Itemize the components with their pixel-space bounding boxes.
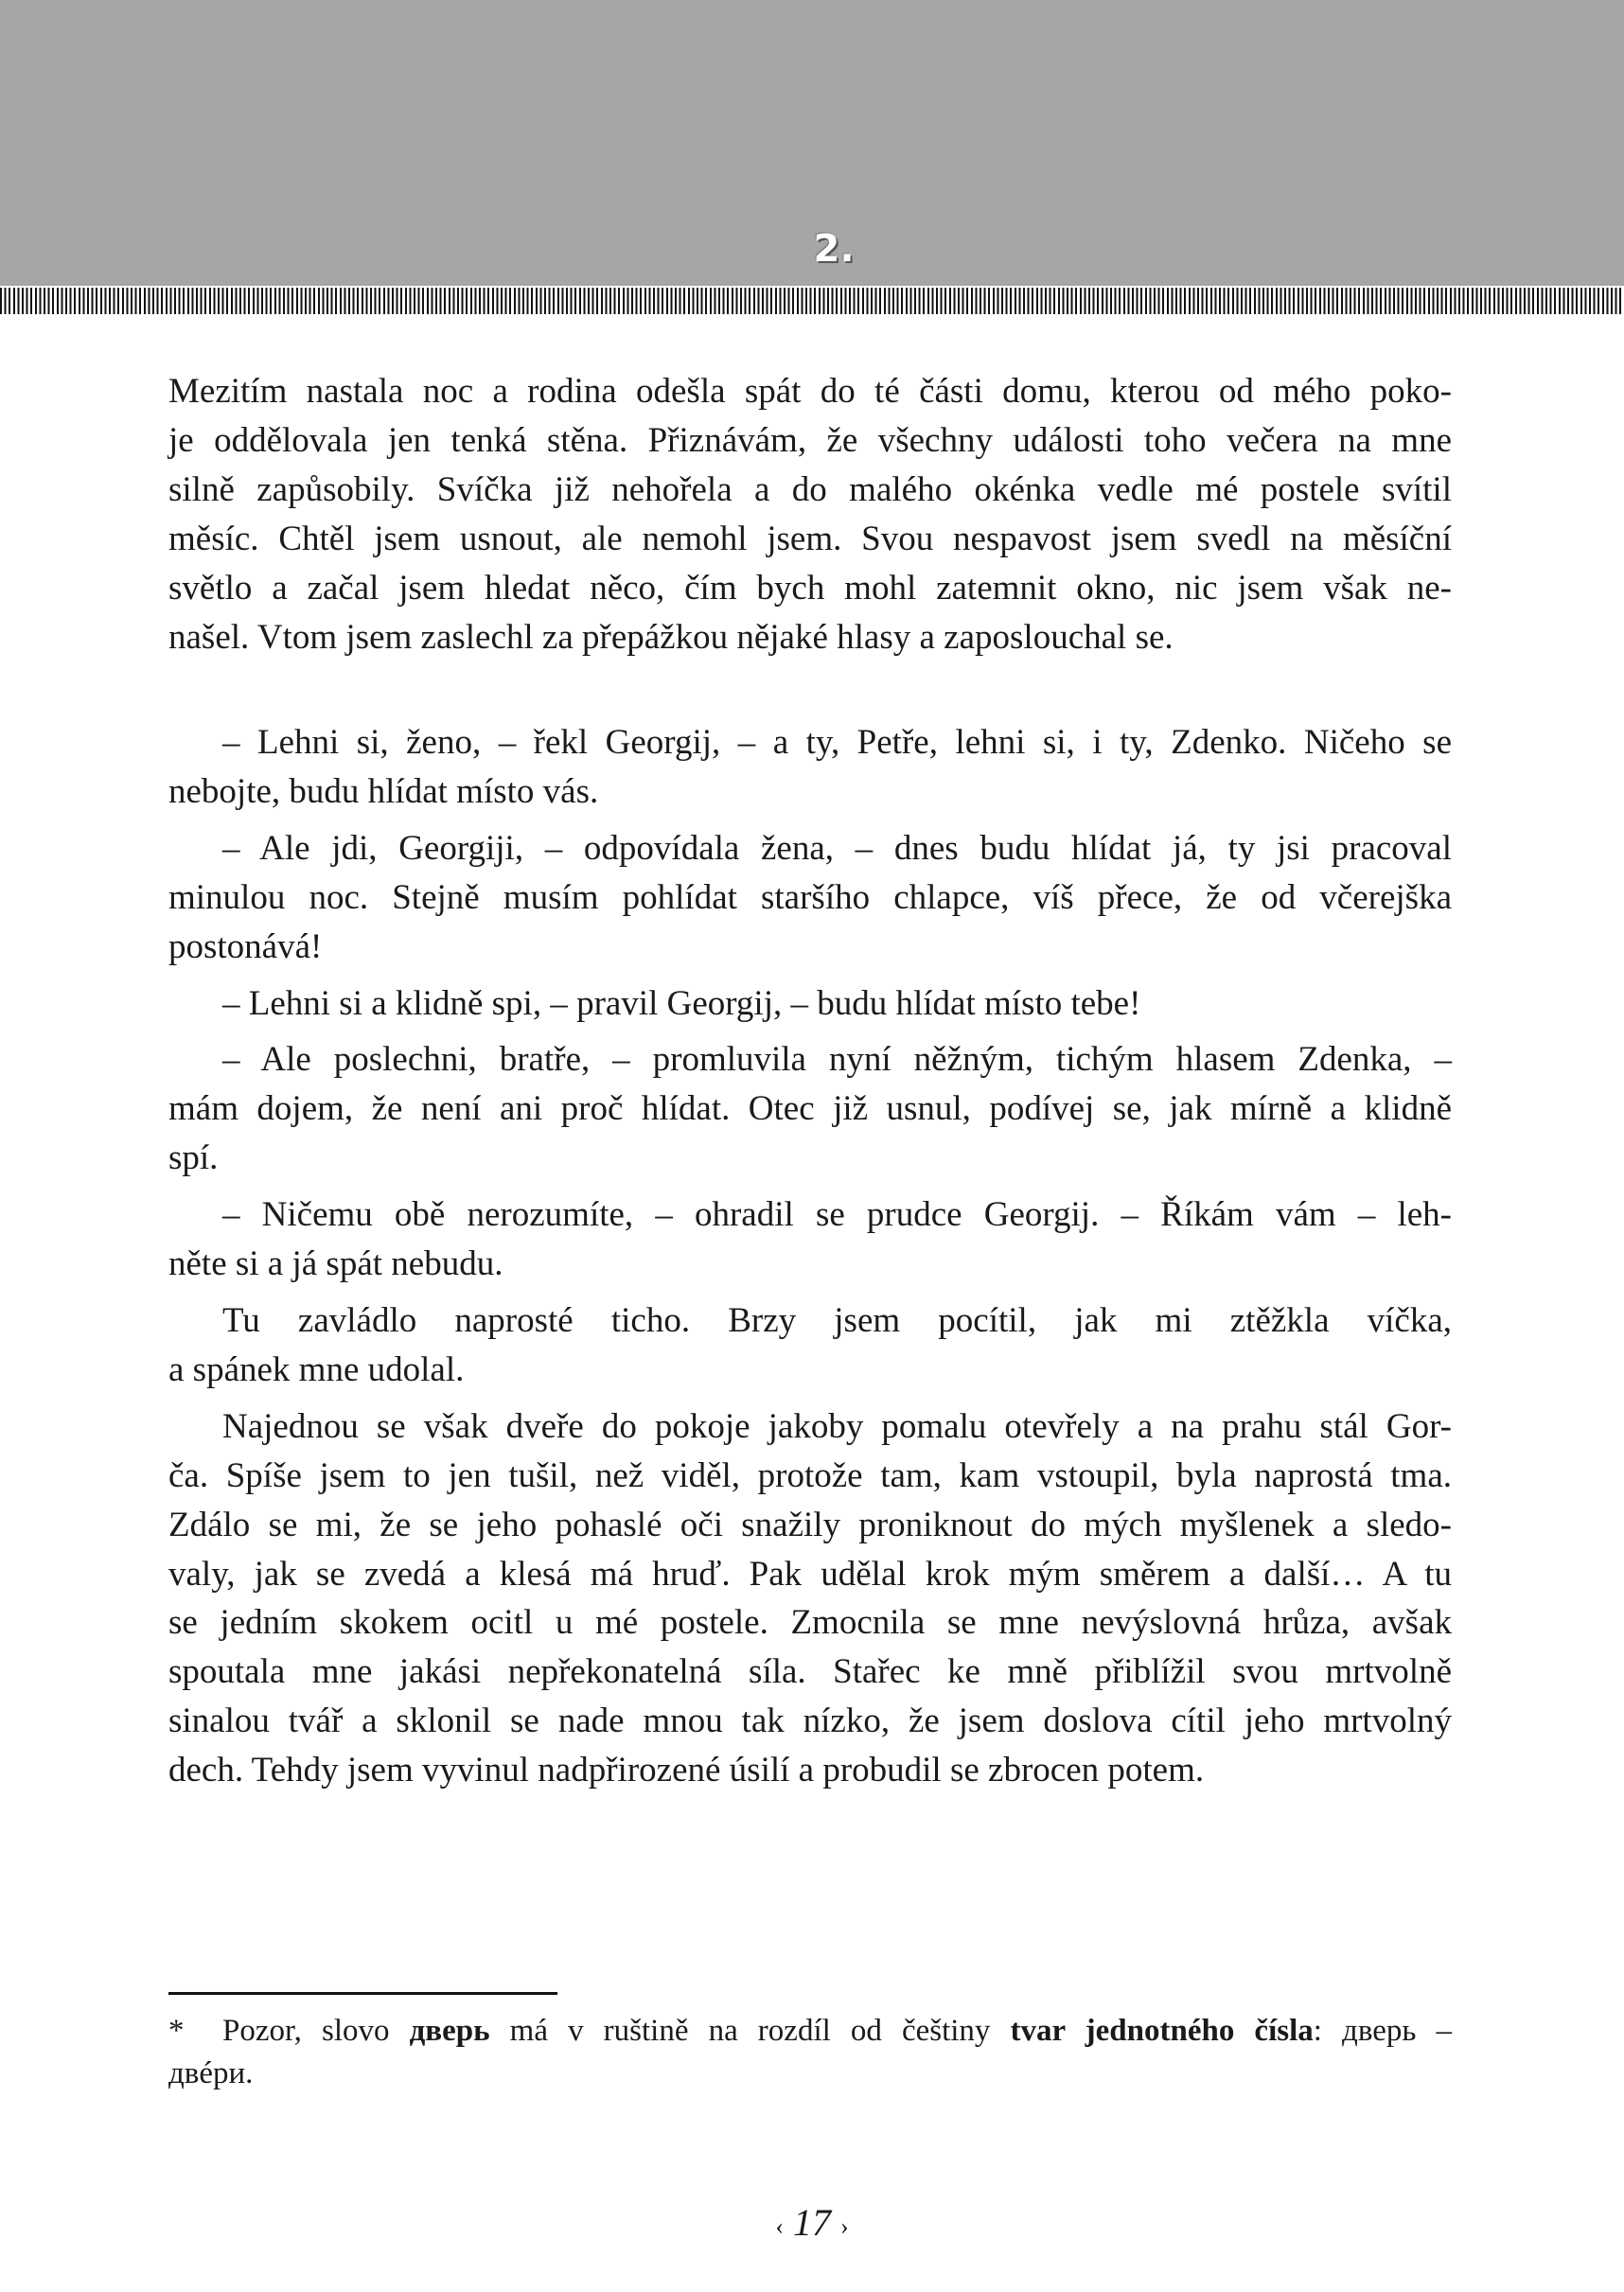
text-line: – Ničemu obě nerozumíte, – ohradil se prudce Georgij. – Říkám vám – leh- (222, 1195, 1452, 1235)
text-line: Tu zavládlo naprosté ticho. Brzy jsem pocítil, jak mi ztěžkla víčka, (222, 1300, 1452, 1340)
footnote-text: má v ruštině na rozdíl od češtiny (489, 2014, 1011, 2048)
decorative-tick-border (0, 288, 1624, 314)
text-line: – Ale jdi, Georgiji, – odpovídala žena, – dnes budu hlídat já, ty jsi pracoval (222, 828, 1452, 868)
text-line: – Lehni si, ženo, – řekl Georgij, – a ty, Petře, lehni si, i ty, Zdenko. Ničeho se (222, 723, 1452, 762)
dialogue-section (168, 718, 1452, 1803)
page-number (0, 2200, 1624, 2245)
page-number-value: 17 (793, 2201, 831, 2244)
text-line: – Ale poslechni, bratře, – promluvila nyní něžným, tichým hlasem Zdenka, – (222, 1040, 1452, 1080)
paragraph (168, 1402, 1452, 1795)
text-line: spoutala mne jakási nepřekonatelná síla. Stařec ke mně přiblížil svou mrtvolně (168, 1652, 1452, 1692)
footnote-bold: дверь (409, 2014, 490, 2048)
footnote-marker: * (168, 2014, 185, 2048)
text-line: mám dojem, že není ani proč hlídat. Otec již usnul, podívej se, jak mírně a klidně (168, 1089, 1452, 1129)
footnote-bold: tvar jednotného čísla (1010, 2014, 1314, 2048)
footnote (168, 2010, 1452, 2095)
text-line: Zdálo se mi, že se jeho pohaslé oči snažily proniknout do mých myšlenek a sledo- (168, 1505, 1452, 1544)
text-line: něte si a já spát nebudu. (168, 1244, 503, 1284)
text-line: silně zapůsobily. Svíčka již nehořela a do malého okénka vedle mé postele svítil (168, 469, 1452, 509)
text-line: sinalou tvář a sklonil se nade mnou tak nízko, že jsem doslova cítil jeho mrtvolný (168, 1701, 1452, 1741)
text-line: – Lehni si a klidně spi, – pravil Georgij, – budu hlídat místo tebe! (222, 983, 1141, 1023)
text-line: nebojte, budu hlídat místo vás. (168, 771, 599, 811)
footnote-rule (168, 1992, 557, 1995)
text-line: se jedním skokem ocitl u mé postele. Zmocnila se mne nevýslovná hrůza, avšak (168, 1603, 1452, 1643)
text-line: dech. Tehdy jsem vyvinul nadpřirozené úsilí a probudil se zbrocen potem. (168, 1751, 1205, 1790)
paragraph (168, 1296, 1452, 1395)
paragraph (168, 718, 1452, 817)
footnote-text: Pozor, slovo (222, 2014, 410, 2048)
paragraph (168, 367, 1452, 661)
text-line: našel. Vtom jsem zaslechl za přepážkou nějaké hlasy a zaposlouchal se. (168, 617, 1174, 657)
chapter-number: 2. (813, 227, 855, 271)
text-line: postonává! (168, 926, 323, 966)
text-line: je oddělovala jen tenká stěna. Přiznávám, že všechny události toho večera na mne (168, 420, 1452, 460)
intro-paragraph (168, 367, 1452, 669)
text-line: Najednou se však dveře do pokoje jakoby pomalu otevřely a na prahu stál Gor- (222, 1406, 1452, 1446)
paragraph (168, 824, 1452, 972)
text-line: měsíc. Chtěl jsem usnout, ale nemohl jsem. Svou nespavost jsem svedl na měsíční (168, 519, 1452, 558)
text-line: světlo a začal jsem hledat něco, čím bych mohl zatemnit okno, nic jsem však ne- (168, 568, 1452, 608)
footnote-line-2: двéри. (168, 2056, 254, 2090)
text-line: valy, jak se zvedá a klesá má hruď. Pak udělal krok mým směrem a další… A tu (168, 1554, 1452, 1594)
text-line: spí. (168, 1138, 219, 1178)
page-bracket-right: › (840, 2212, 849, 2240)
page-bracket-left: ‹ (775, 2212, 784, 2240)
paragraph (168, 979, 1452, 1029)
text-line: Mezitím nastala noc a rodina odešla spát do té části domu, kterou od mého poko- (168, 372, 1452, 411)
paragraph (168, 1190, 1452, 1289)
paragraph (168, 1035, 1452, 1183)
footnote-text: : дверь – (1313, 2014, 1452, 2048)
text-line: a spánek mne udolal. (168, 1349, 465, 1389)
chapter-header-band (0, 0, 1624, 286)
text-line: ča. Spíše jsem to jen tušil, než viděl, protože tam, kam vstoupil, byla naprostá tma. (168, 1455, 1452, 1495)
text-line: minulou noc. Stejně musím pohlídat staršího chlapce, víš přece, že od včerejška (168, 877, 1452, 917)
